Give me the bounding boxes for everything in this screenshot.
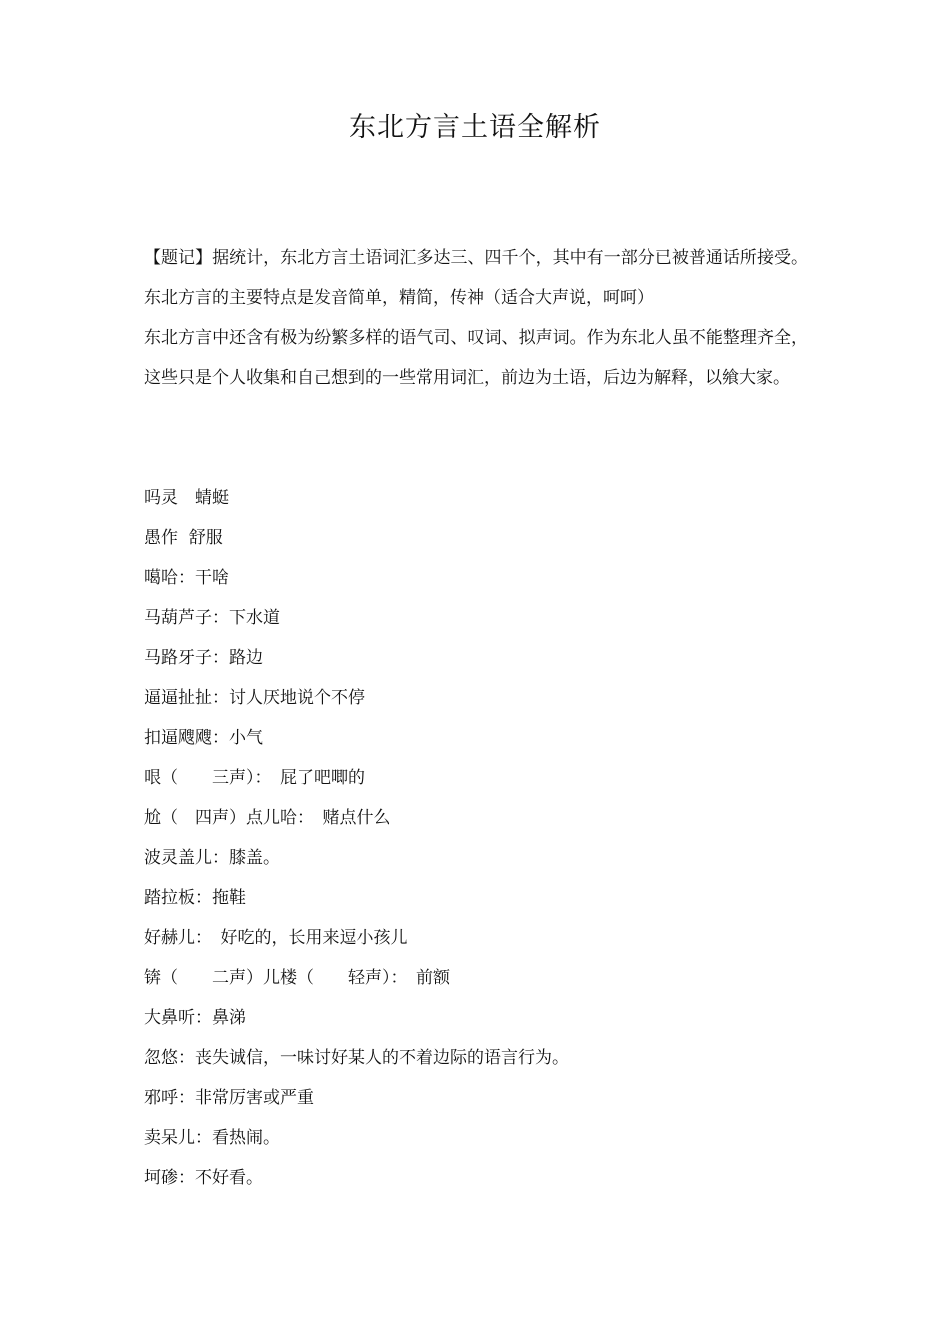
- glossary-entry: 尬（ 四声）点儿哈： 赌点什么: [144, 808, 391, 828]
- glossary-entry: 卖呆儿：看热闹。: [144, 1128, 280, 1148]
- glossary-entry: 扣逼飕飕：小气: [144, 728, 263, 748]
- glossary-entry: 波灵盖儿：膝盖。: [144, 848, 280, 868]
- glossary-entry: 哏（ 三声）： 屁了吧唧的: [144, 768, 365, 788]
- glossary-entry: 噶哈：干啥: [144, 568, 229, 588]
- glossary-entry: 马路牙子：路边: [144, 648, 263, 668]
- glossary-entry: 吗灵 蜻蜓: [144, 488, 229, 508]
- document-title: 东北方言土语全解析: [349, 112, 601, 143]
- intro-paragraph: 【题记】据统计，东北方言土语词汇多达三、四千个，其中有一部分已被普通话所接受。东北方言的主要特点是发音简单，精简，传神（适合大声说，呵呵）: [144, 248, 808, 308]
- glossary-entry: 踏拉板：拖鞋: [144, 888, 246, 908]
- glossary-entry: 好赫儿： 好吃的，长用来逗小孩儿: [144, 928, 408, 948]
- glossary-entry: 忽悠：丧失诚信，一味讨好某人的不着边际的语言行为。: [144, 1048, 569, 1068]
- glossary-entry: 马葫芦子：下水道: [144, 608, 280, 628]
- glossary-entry: 锛（ 二声）儿楼（ 轻声）： 前额: [144, 968, 450, 988]
- glossary-entry: 坷碜：不好看。: [144, 1168, 263, 1188]
- glossary-entry: 大鼻听：鼻涕: [144, 1008, 246, 1028]
- intro-section: [144, 238, 808, 398]
- glossary-entry: 邪呼：非常厉害或严重: [144, 1088, 314, 1108]
- intro-paragraph: 东北方言中还含有极为纷繁多样的语气司、叹词、拟声词。作为东北人虽不能整理齐全，这些只是个人收集和自己想到的一些常用词汇，前边为土语，后边为解释，以飨大家。: [144, 328, 808, 388]
- glossary-entry: 逼逼扯扯：讨人厌地说个不停: [144, 688, 365, 708]
- glossary-list: [144, 478, 808, 1198]
- glossary-entry: 愚作 舒服: [144, 528, 223, 548]
